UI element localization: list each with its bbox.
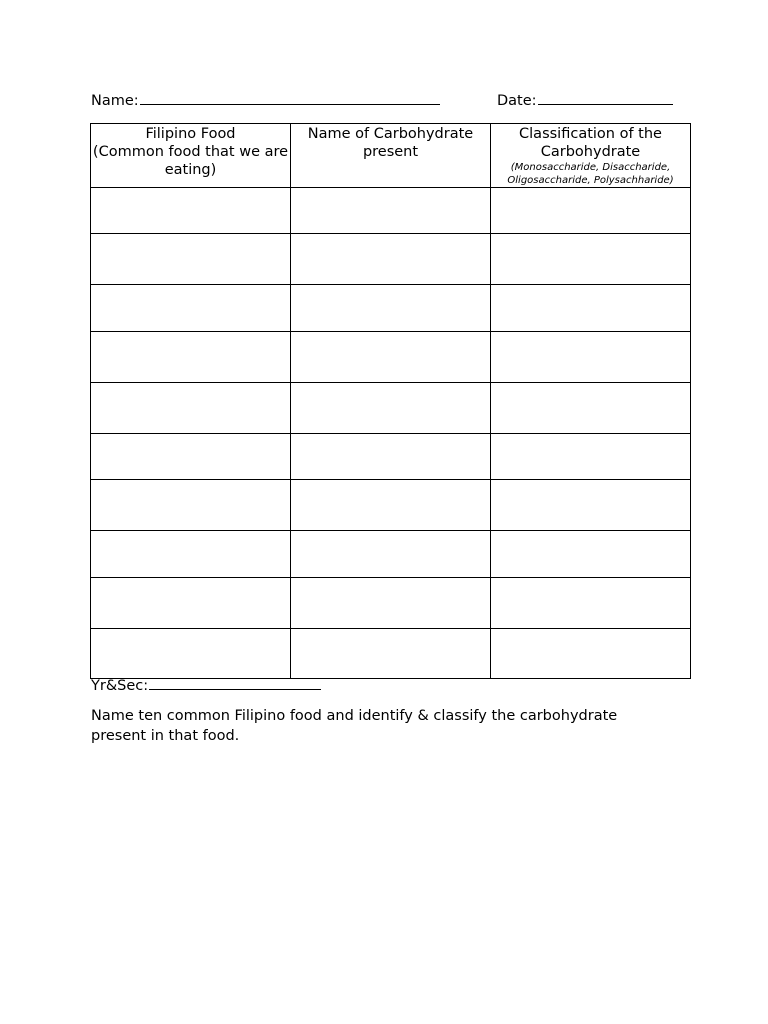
- table-row: [91, 629, 691, 679]
- yrsec-blank-line[interactable]: [149, 677, 321, 690]
- table-cell[interactable]: [291, 188, 491, 234]
- table-cell[interactable]: [491, 285, 691, 332]
- instructions-text: Name ten common Filipino food and identify & classify the carbohydrate present in that food.: [91, 708, 618, 744]
- table-cell[interactable]: [291, 434, 491, 480]
- name-field-row: [91, 92, 440, 109]
- table-cell[interactable]: [91, 434, 291, 480]
- header-carbohydrate-name: [291, 124, 491, 188]
- header-filipino-food-subtitle: (Common food that we are eating): [92, 144, 289, 178]
- name-blank-line[interactable]: [140, 92, 440, 105]
- table-cell[interactable]: [291, 531, 491, 578]
- header-filipino-food: [91, 124, 291, 188]
- table-cell[interactable]: [491, 234, 691, 285]
- header-classification: [491, 124, 691, 188]
- table-header-row: [91, 124, 691, 188]
- table-cell[interactable]: [291, 332, 491, 383]
- table-row: [91, 234, 691, 285]
- table-cell[interactable]: [491, 383, 691, 434]
- table-body: [91, 188, 691, 679]
- table-cell[interactable]: [491, 531, 691, 578]
- header-classification-title: Classification of the Carbohydrate: [519, 126, 662, 160]
- header-filipino-food-title: Filipino Food: [145, 126, 236, 142]
- table-cell[interactable]: [291, 234, 491, 285]
- table-row: [91, 578, 691, 629]
- date-blank-line[interactable]: [538, 92, 673, 105]
- table-cell[interactable]: [91, 578, 291, 629]
- table-row: [91, 188, 691, 234]
- yrsec-field-row: [91, 677, 321, 694]
- table-cell[interactable]: [491, 434, 691, 480]
- table-cell[interactable]: [91, 531, 291, 578]
- table-cell[interactable]: [491, 480, 691, 531]
- date-label: Date:: [497, 93, 537, 109]
- date-field-row: [497, 92, 673, 109]
- table-cell[interactable]: [291, 629, 491, 679]
- table-row: [91, 480, 691, 531]
- header-classification-note: (Monosaccharide, Disaccharide, Oligosaccharide, Polysachharide): [507, 162, 674, 186]
- table-cell[interactable]: [491, 188, 691, 234]
- name-label: Name:: [91, 93, 139, 109]
- table-cell[interactable]: [491, 332, 691, 383]
- table-cell[interactable]: [491, 629, 691, 679]
- table-row: [91, 531, 691, 578]
- table-row: [91, 434, 691, 480]
- header-carbohydrate-name-title: Name of Carbohydrate present: [307, 126, 474, 160]
- table-cell[interactable]: [91, 285, 291, 332]
- table-cell[interactable]: [91, 332, 291, 383]
- table-cell[interactable]: [91, 383, 291, 434]
- table-cell[interactable]: [91, 234, 291, 285]
- table-cell[interactable]: [491, 578, 691, 629]
- yrsec-label: Yr&Sec:: [91, 678, 149, 694]
- table-row: [91, 383, 691, 434]
- table-cell[interactable]: [291, 285, 491, 332]
- table-cell[interactable]: [91, 629, 291, 679]
- table-cell[interactable]: [91, 188, 291, 234]
- table-cell[interactable]: [291, 480, 491, 531]
- table-cell[interactable]: [291, 578, 491, 629]
- table-cell[interactable]: [91, 480, 291, 531]
- table-cell[interactable]: [291, 383, 491, 434]
- table-row: [91, 285, 691, 332]
- carbohydrate-table: [90, 123, 691, 679]
- table-row: [91, 332, 691, 383]
